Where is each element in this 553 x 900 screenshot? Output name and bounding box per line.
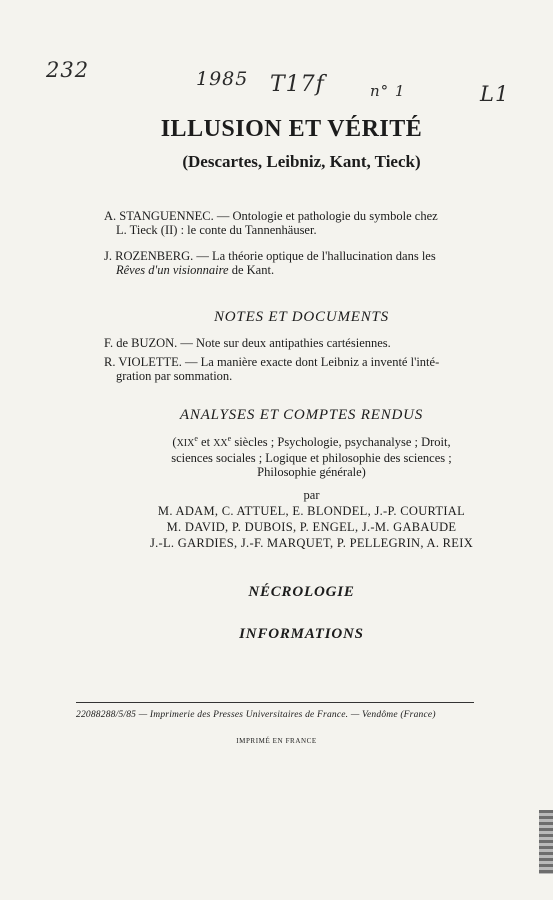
note-line: F. de BUZON. — Note sur deux antipathies cartésiennes. [104,336,391,350]
issue-subtitle: (Descartes, Leibniz, Kant, Tieck) [182,152,421,171]
notes-heading: NOTES ET DOCUMENTS [214,309,389,325]
handwritten-year: 1985 [196,68,249,90]
handwritten-page-number: 232 [46,58,90,82]
article-line-rest: de Kant. [228,263,275,277]
note-entry [104,336,500,350]
analyses-subjects [0,432,553,479]
authors-line: J.-L. GARDIES, J.-F. MARQUET, P. PELLEGRIN, A. REIX [149,536,474,550]
handwritten-code: T17f [270,72,325,97]
handwritten-number: n° 1 [370,82,406,100]
footer-rule [76,702,474,703]
article-line-2 [104,263,500,277]
subjects-line-3: Philosophie générale) [257,465,366,480]
book-title: Rêves d'un visionnaire [116,263,229,277]
handwritten-mark: L1 [480,82,510,106]
article-line: L. Tieck (II) : le conte du Tannenhäuser. [116,223,317,237]
subjects-line-1: (XIXe et XXe siècles ; Psychologie, psychanalyse ; Droit, [172,434,451,450]
printed-in-france: IMPRIMÉ EN FRANCE [236,737,317,745]
note-entry [104,355,500,383]
article-entry [104,249,500,277]
necrologie-heading: NÉCROLOGIE [248,584,355,600]
authors-line: M. ADAM, C. ATTUEL, E. BLONDEL, J.-P. COURTIAL [157,504,466,518]
informations-heading: INFORMATIONS [239,626,364,642]
par-label: par [303,488,320,502]
article-line: A. STANGUENNEC. — Ontologie et pathologie du symbole chez [104,209,438,223]
article-line: J. ROZENBERG. — La théorie optique de l'hallucination dans les [104,249,436,263]
subjects-line-2: sciences sociales ; Logique et philosophie des sciences ; [171,451,452,466]
page-edge-scan-strip [539,810,553,874]
note-line: gration par sommation. [116,369,233,383]
article-entry [104,209,500,237]
issue-title: ILLUSION ET VÉRITÉ [160,116,423,142]
note-line: R. VIOLETTE. — La manière exacte dont Leibniz a inventé l'inté- [104,355,440,369]
authors-line: M. DAVID, P. DUBOIS, P. ENGEL, J.-M. GABAUDE [166,520,457,534]
analyses-heading: ANALYSES ET COMPTES RENDUS [179,407,424,423]
printer-imprint: 22088288/5/85 — Imprimerie des Presses Universitaires de France. — Vendôme (France) [76,710,436,720]
